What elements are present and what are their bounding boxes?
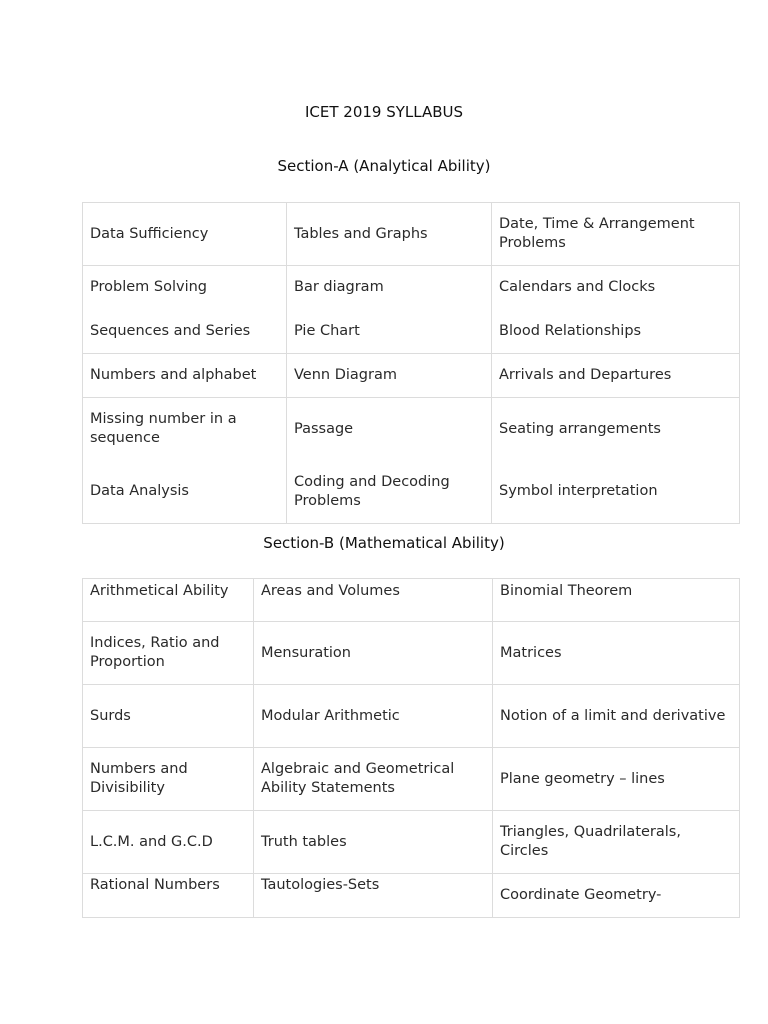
table-cell: Calendars and Clocks [492, 266, 740, 310]
table-cell: Problem Solving [83, 266, 287, 310]
table-cell: Venn Diagram [287, 354, 492, 398]
section-a-heading: Section-A (Analytical Ability) [277, 157, 491, 175]
table-row [83, 461, 740, 524]
table-cell: Numbers and alphabet [83, 354, 287, 398]
table-cell: Surds [83, 685, 254, 748]
table-cell: Triangles, Quadrilaterals, Circles [493, 811, 740, 874]
table-cell: Arrivals and Departures [492, 354, 740, 398]
table-cell: Pie Chart [287, 310, 492, 354]
table-row [83, 874, 740, 918]
section-b-heading: Section-B (Mathematical Ability) [263, 534, 505, 552]
table-cell: Truth tables [254, 811, 493, 874]
table-row [83, 398, 740, 461]
table-row [83, 266, 740, 310]
table-cell: Numbers and Divisibility [83, 748, 254, 811]
table-row [83, 354, 740, 398]
table-row [83, 622, 740, 685]
table-cell: Arithmetical Ability [83, 579, 254, 622]
table-cell: L.C.M. and G.C.D [83, 811, 254, 874]
table-cell: Indices, Ratio and Proportion [83, 622, 254, 685]
table-cell: Tautologies-Sets [254, 874, 493, 918]
table-cell: Blood Relationships [492, 310, 740, 354]
table-cell: Algebraic and Geometrical Ability Statements [254, 748, 493, 811]
table-cell: Areas and Volumes [254, 579, 493, 622]
table-cell: Date, Time & Arrangement Problems [492, 203, 740, 266]
table-cell: Modular Arithmetic [254, 685, 493, 748]
table-cell: Notion of a limit and derivative [493, 685, 740, 748]
table-row [83, 310, 740, 354]
table-cell: Seating arrangements [492, 398, 740, 461]
table-cell: Binomial Theorem [493, 579, 740, 622]
table-cell: Data Sufficiency [83, 203, 287, 266]
page-title: ICET 2019 SYLLABUS [304, 103, 464, 121]
table-cell: Tables and Graphs [287, 203, 492, 266]
table-row [83, 811, 740, 874]
table-row [83, 685, 740, 748]
table-row [83, 203, 740, 266]
table-cell: Data Analysis [83, 461, 287, 524]
section-b-table [82, 578, 740, 918]
table-cell: Passage [287, 398, 492, 461]
table-cell: Missing number in a sequence [83, 398, 287, 461]
table-cell: Sequences and Series [83, 310, 287, 354]
table-cell: Symbol interpretation [492, 461, 740, 524]
table-cell: Coordinate Geometry- [493, 874, 740, 918]
table-row [83, 748, 740, 811]
section-a-table [82, 202, 740, 524]
table-cell: Matrices [493, 622, 740, 685]
table-row [83, 579, 740, 622]
table-cell: Mensuration [254, 622, 493, 685]
table-cell: Plane geometry – lines [493, 748, 740, 811]
table-cell: Coding and Decoding Problems [287, 461, 492, 524]
table-cell: Rational Numbers [83, 874, 254, 918]
table-cell: Bar diagram [287, 266, 492, 310]
